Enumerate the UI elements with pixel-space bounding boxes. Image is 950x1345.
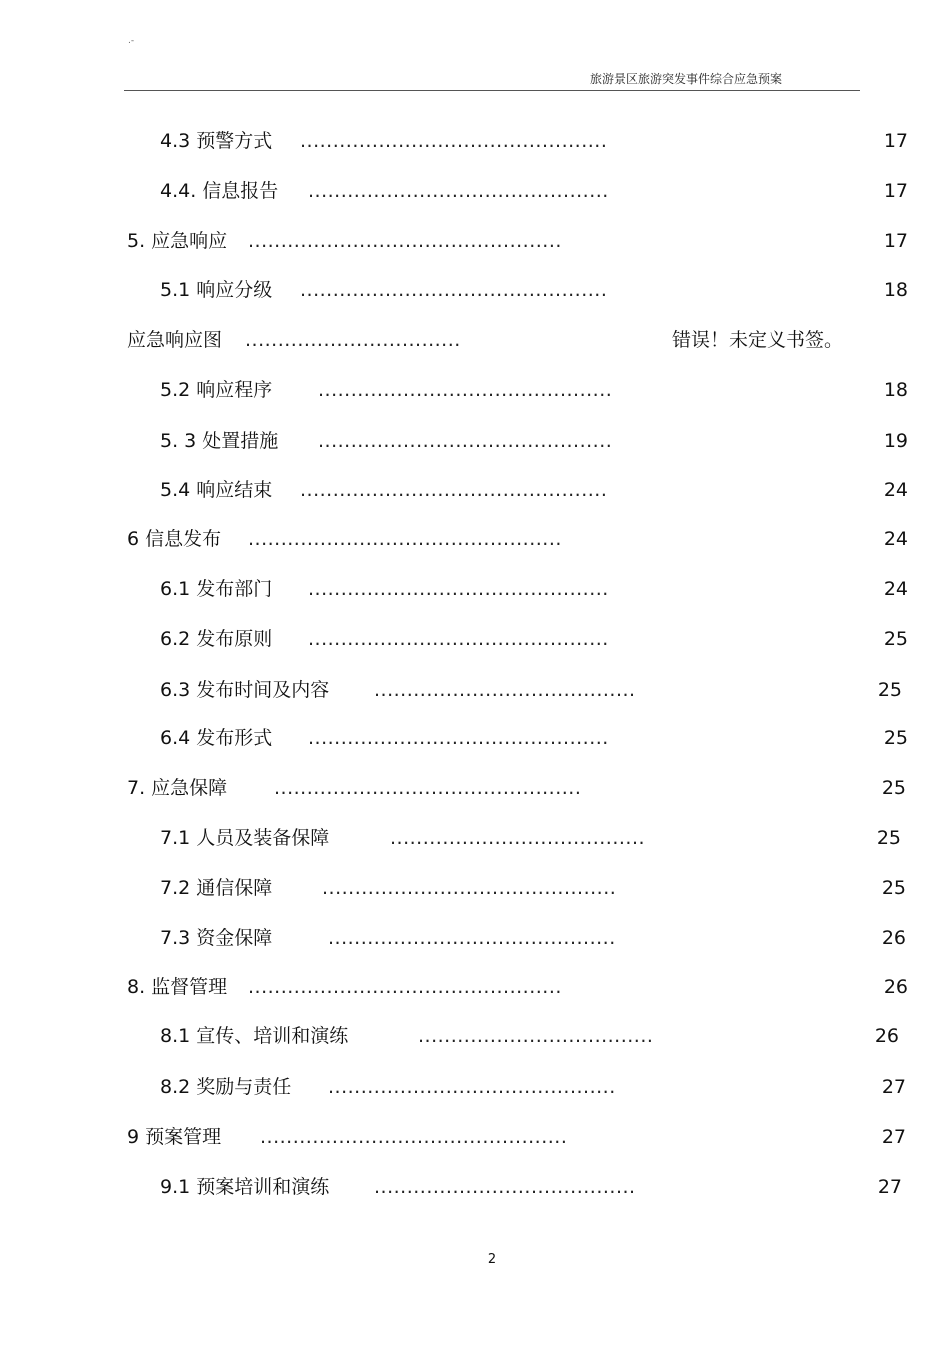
toc-page-number: 25 [883, 727, 908, 749]
toc-entry-label: 5. 3 处置措施 [160, 430, 279, 452]
toc-page-number: 24 [883, 479, 908, 501]
toc-page-number: 26 [883, 976, 908, 998]
toc-page-number: 18 [883, 279, 908, 301]
toc-leader-dots: ................................................ [248, 528, 562, 550]
toc-entry-label: 9 预案管理 [127, 1126, 222, 1148]
toc-leader-dots: ............................................... [274, 777, 582, 799]
toc-entry-label: 8.1 宣传、培训和演练 [160, 1025, 349, 1047]
toc-entry-label: 应急响应图 [127, 329, 223, 351]
toc-page-number: 19 [883, 430, 908, 452]
toc-leader-dots: ............................................. [318, 379, 613, 401]
toc-page-number: 27 [881, 1076, 906, 1098]
toc-leader-dots: ............................................. [318, 430, 613, 452]
toc-page-number: 17 [883, 180, 908, 202]
toc-page-number: 25 [881, 877, 906, 899]
toc-leader-dots: ............................................ [328, 927, 616, 949]
toc-leader-dots: ............................................... [260, 1126, 568, 1148]
toc-leader-dots: ............................................. [322, 877, 617, 899]
toc-leader-dots: ................................. [245, 329, 461, 351]
toc-page-number: 26 [881, 927, 906, 949]
toc-entry-label: 6.1 发布部门 [160, 578, 273, 600]
toc-page-number: 25 [877, 679, 902, 701]
toc-entry-label: 7.3 资金保障 [160, 927, 273, 949]
toc-entry-label: 7.2 通信保障 [160, 877, 273, 899]
toc-leader-dots: .............................................. [308, 180, 609, 202]
toc-leader-dots: ............................................... [300, 279, 608, 301]
toc-leader-dots: .............................................. [308, 628, 609, 650]
footer-page-number: 2 [487, 1252, 497, 1267]
toc-entry-label: 6.3 发布时间及内容 [160, 679, 330, 701]
toc-page-number: 17 [883, 130, 908, 152]
toc-page-number: 25 [881, 777, 906, 799]
toc-entry-label: 5.1 响应分级 [160, 279, 273, 301]
toc-leader-dots: ........................................ [374, 1176, 636, 1198]
toc-leader-dots: ............................................... [300, 479, 608, 501]
toc-leader-dots: ............................................... [300, 130, 608, 152]
toc-page-number: 26 [874, 1025, 899, 1047]
toc-leader-dots: .............................................. [308, 727, 609, 749]
toc-entry-label: 7.1 人员及装备保障 [160, 827, 330, 849]
toc-page-number: 18 [883, 379, 908, 401]
toc-leader-dots: ........................................ [374, 679, 636, 701]
toc-entry-label: 5.2 响应程序 [160, 379, 273, 401]
toc-leader-dots: ....................................... [390, 827, 646, 849]
toc-error-text: 错误！未定义书签。 [672, 329, 844, 351]
toc-page-number: 17 [883, 230, 908, 252]
toc-entry-label: 8.2 奖励与责任 [160, 1076, 292, 1098]
toc-entry-label: 6 信息发布 [127, 528, 222, 550]
toc-entry-label: 5.4 响应结束 [160, 479, 273, 501]
toc-leader-dots: .................................... [418, 1025, 654, 1047]
toc-entry-label: 7. 应急保障 [127, 777, 228, 799]
toc-page-number: 27 [881, 1126, 906, 1148]
toc-leader-dots: ................................................ [248, 230, 562, 252]
toc-entry-label: 4.4. 信息报告 [160, 180, 279, 202]
running-header-title: 旅游景区旅游突发事件综合应急预案 [589, 72, 782, 86]
toc-leader-dots: ................................................ [248, 976, 562, 998]
toc-entry-label: 4.3 预警方式 [160, 130, 273, 152]
toc-entry-label: 6.2 发布原则 [160, 628, 273, 650]
toc-entry-label: 9.1 预案培训和演练 [160, 1176, 330, 1198]
corner-mark: .- [128, 36, 135, 46]
toc-page-number: 24 [883, 578, 908, 600]
toc-page-number: 25 [883, 628, 908, 650]
toc-page-number: 27 [877, 1176, 902, 1198]
toc-entry-label: 5. 应急响应 [127, 230, 228, 252]
toc-page-number: 25 [876, 827, 901, 849]
toc-entry-label: 8. 监督管理 [127, 976, 228, 998]
toc-leader-dots: ............................................ [328, 1076, 616, 1098]
toc-entry-label: 6.4 发布形式 [160, 727, 273, 749]
toc-page-number: 24 [883, 528, 908, 550]
toc-leader-dots: .............................................. [308, 578, 609, 600]
